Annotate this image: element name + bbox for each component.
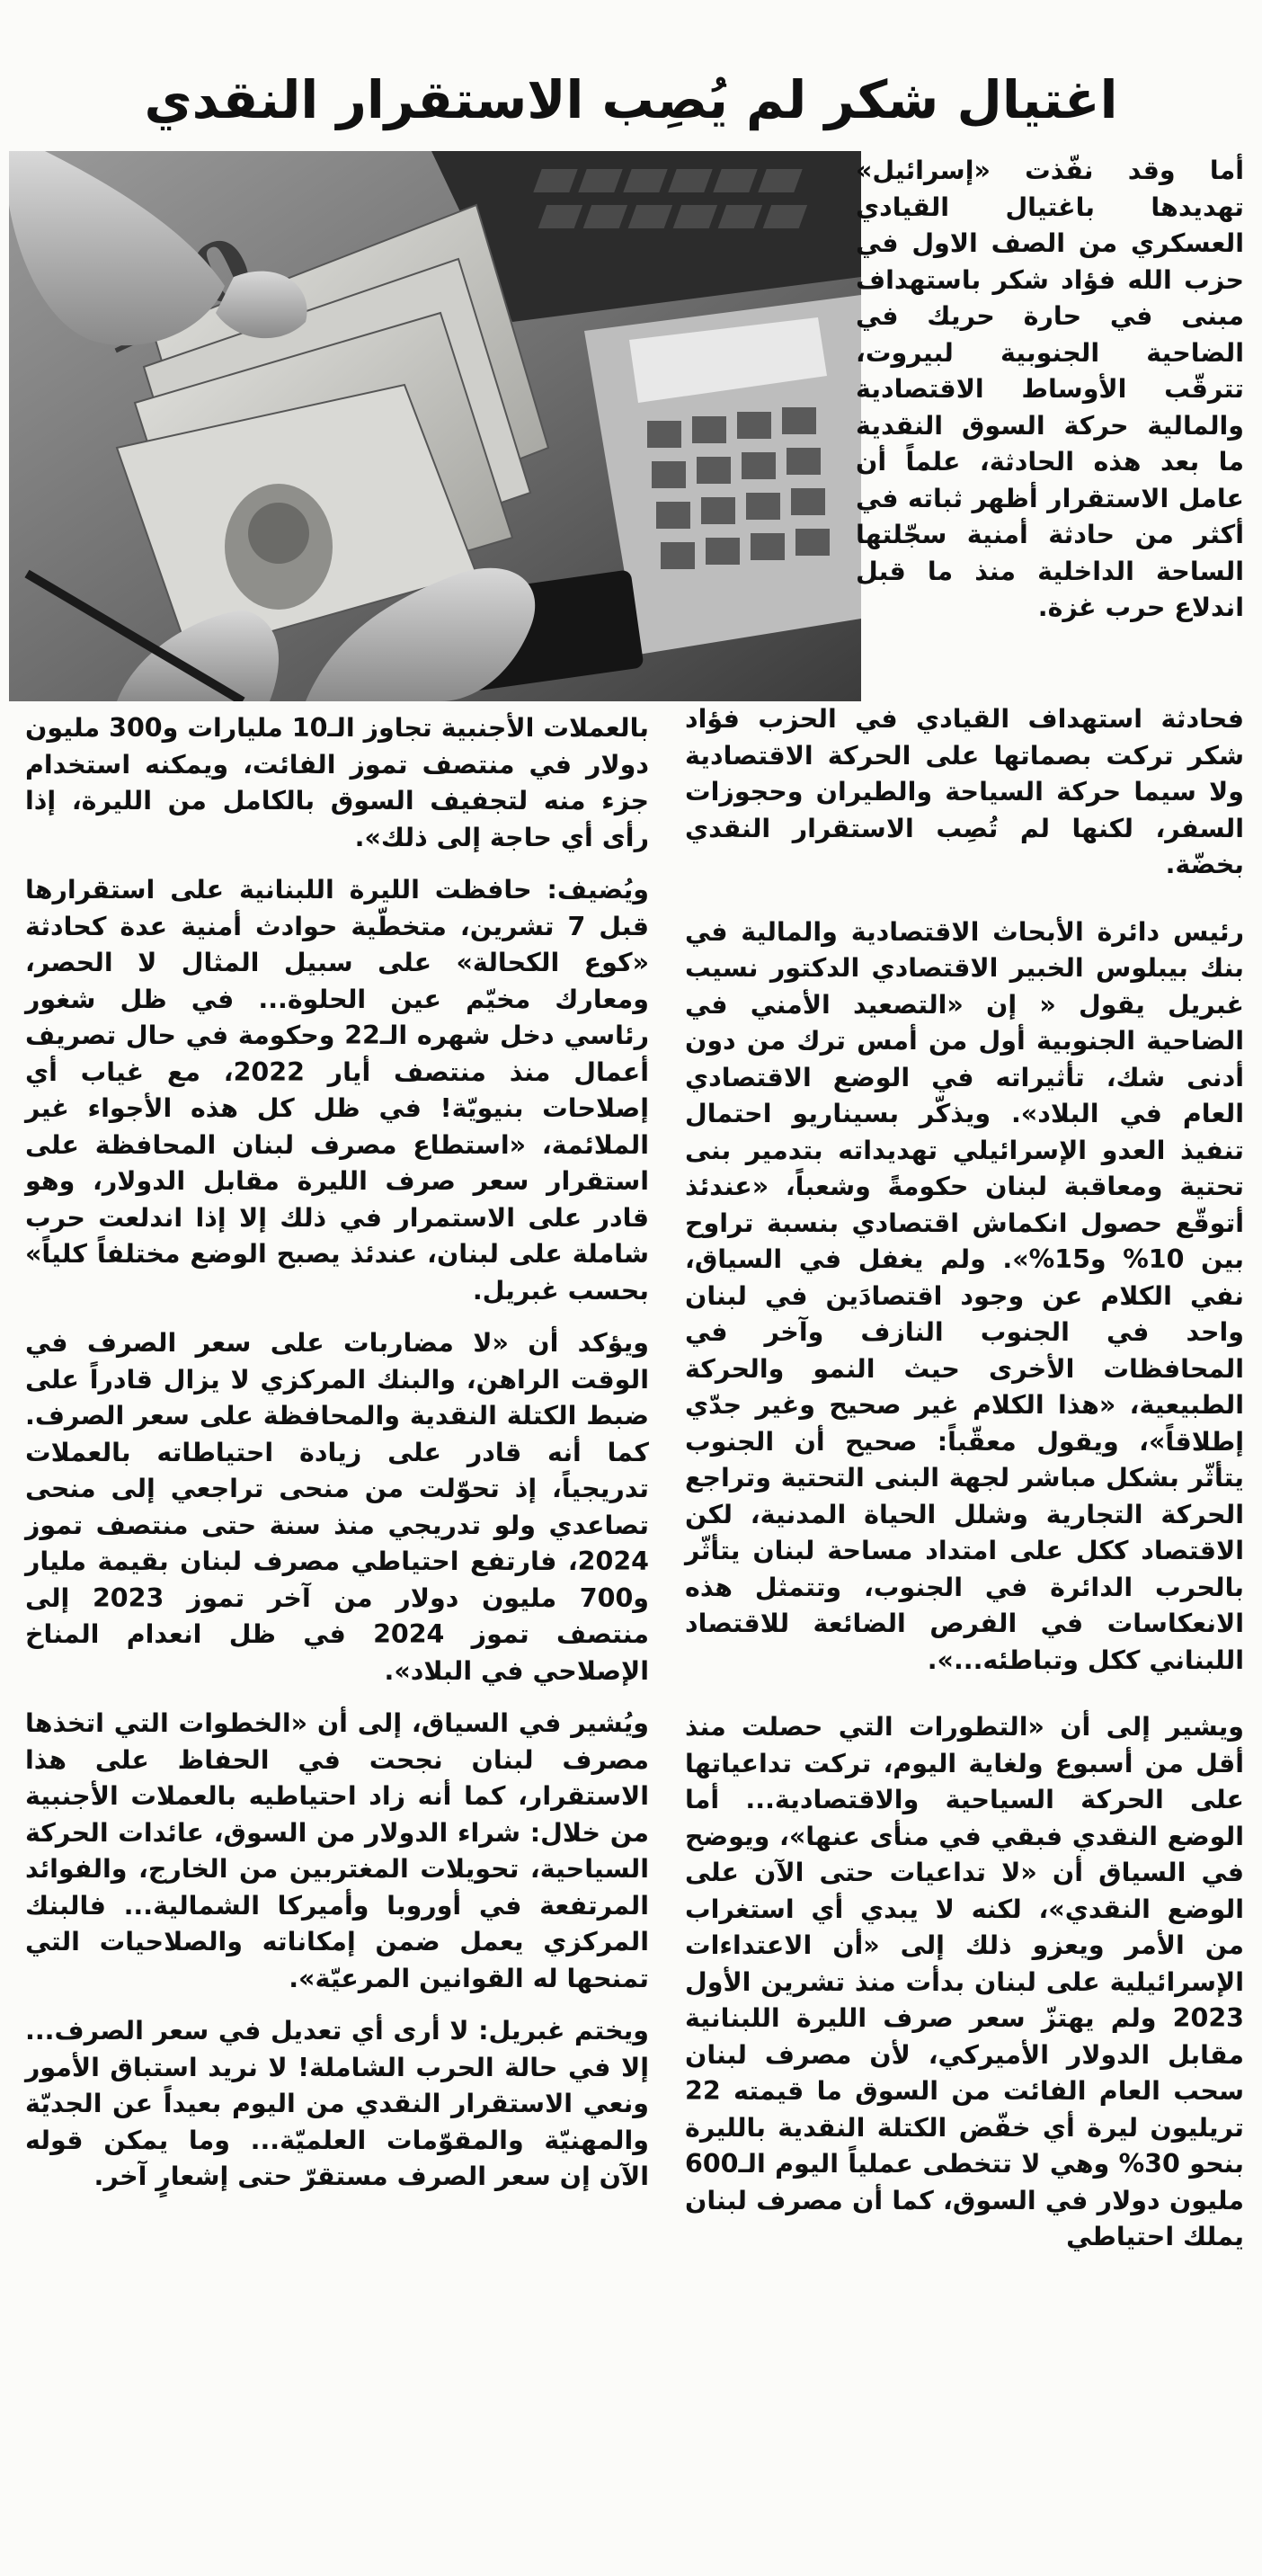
body-paragraph: ويؤكد أن «لا مضاربات على سعر الصرف في الوقت الراهن، والبنك المركزي لا يزال قادراً على ضبط الكتلة النقدية والمحافظة على سعر الصرف. كما أنه قادر على زيادة احتياطاته بالعملات تدريجياً، إذ تحوّلت من منحى تراجعي إلى منحى تصاعدي ولو تدريجي منذ سنة حتى منتصف تموز 2024، فارتفع احتياطي مصرف لبنان بقيمة مليار و700 مليون دولار من آخر تموز 2023 إلى منتصف تموز 2024 في ظل انعدام المناخ الإصلاحي في البلاد». <box>25 1328 649 1686</box>
left-column-body <box>25 710 649 2212</box>
body-paragraph: فحادثة استهداف القيادي في الحزب فؤاد شكر تركت بصماتها على الحركة الاقتصادية ولا سيما حركة السياحة والطيران وحجوزات السفر، لكنها لم تُصِب الاستقرار النقدي بخضّة. <box>685 704 1244 879</box>
intro-paragraph: أما وقد نفّذت «إسرائيل» تهديدها باغتيال القيادي العسكري من الصف الاول في حزب الله فؤاد شكر باستهداف مبنى في حارة حريك في الضاحية الجنوبية لبيروت، تترقّب الأوساط الاقتصادية والمالية حركة السوق النقدية ما بعد هذه الحادثة، علماً أن عامل الاستقرار أظهر ثباته في أكثر من حادثة أمنية سجّلتها الساحة الداخلية منذ ما قبل اندلاع حرب غزة. <box>856 156 1244 622</box>
right-column-intro <box>856 153 1244 643</box>
body-paragraph: رئيس دائرة الأبحاث الاقتصادية والمالية في بنك بيبلوس الخبير الاقتصادي الدكتور نسيب غبريل يقول « إن «التصعيد الأمني في الضاحية الجنوبية أول من أمس ترك من دون أدنى شك، تأثيراته في الوضع الاقتصادي العام في البلاد». ويذكّر بسيناريو احتمال تنفيذ العدو الإسرائيلي تهديداته بتدمير بنى تحتية ومعاقبة لبنان حكومةً وشعباً، «عندئذ أتوقّع حصول انكماش اقتصادي بنسبة تراوح بين 10% و15%». ولم يغفل في السياق، نفي الكلام عن وجود اقتصادَين في لبنان واحد في الجنوب النازف وآخر في المحافظات الأخرى حيث النمو والحركة الطبيعية، «هذا الكلام غير صحيح وغير جدّي إطلاقاً»، ويقول معقّباً: صحيح أن الجنوب يتأثّر بشكل مباشر لجهة البنى التحتية وتراجع الحركة التجارية وشلل الحياة المدنية، لكن الاقتصاد ككل على امتداد مساحة لبنان يتأثّر بالحرب الدائرة في الجنوب، وتتمثل هذه الانعكاسات في الفرص الضائعة للاقتصاد اللبناني ككل وتباطئه...». <box>685 916 1244 1675</box>
body-paragraph: ويُضيف: حافظت الليرة اللبنانية على استقرارها قبل 7 تشرين، متخطّية حوادث أمنية عدة كحادثة «كوع الكحالة» على سبيل المثال لا الحصر، ومعارك مخيّم عين الحلوة... في ظل شغور رئاسي دخل شهره الـ22 وحكومة في حال تصريف أعمال منذ منتصف أيار 2022، مع غياب أي إصلاحات بنيويّة! في ظل كل هذه الأجواء غير الملائمة، «استطاع مصرف لبنان المحافظة على استقرار سعر صرف الليرة مقابل الدولار، وهو قادر على الاستمرار في ذلك إلا إذا اندلعت حرب شاملة على لبنان، عندئذ يصبح الوضع مختلفاً كلياً» بحسب غبريل. <box>25 875 650 1306</box>
money-counting-photo <box>9 151 861 701</box>
body-paragraph: ويشير إلى أن «التطورات التي حصلت منذ أقل من أسبوع ولغاية اليوم، تركت تداعياتها على الحركة السياحية والاقتصادية... أما الوضع النقدي فبقي في منأى عنها»، ويوضح في السياق أن «لا تداعيات حتى الآن على الوضع النقدي»، لكنه لا يبدي أي استغراب من الأمر ويعزو ذلك إلى «أن الاعتداءات الإسرائيلية على لبنان بدأت منذ تشرين الأول 2023 ولم يهتزّ سعر صرف الليرة اللبنانية مقابل الدولار الأميركي، لأن مصرف لبنان سحب العام الفائت من السوق ما قيمته 22 تريليون ليرة أي خفّض الكتلة النقدية بالليرة بنحو 30% وهي لا تتخطى عملياً اليوم الـ600 مليون دولار في السوق، كما أن مصرف لبنان يملك احتياطي <box>685 1712 1244 2251</box>
banknotes-image <box>9 151 861 701</box>
body-paragraph: بالعملات الأجنبية تجاوز الـ10 مليارات و300 مليون دولار في منتصف تموز الفائت، ويمكنه استخدام جزء منه لتجفيف السوق بالكامل من الليرة، إذا رأى أي حاجة إلى ذلك». <box>25 713 649 852</box>
body-paragraph: ويُشير في السياق، إلى أن «الخطوات التي اتخذها مصرف لبنان نجحت في الحفاظ على هذا الاستقرار، كما أنه زاد احتياطيه بالعملات الأجنبية من خلال: شراء الدولار من السوق، عائدات الحركة السياحية، تحويلات المغتربين من الخارج، والفوائد المرتفعة في أوروبا وأميركا الشمالية... فالبنك المركزي يعمل ضمن إمكاناته والصلاحيات التي تمنحها له القوانين المرعيّة». <box>25 1708 649 1993</box>
article-headline: اغتيال شكر لم يُصِب الاستقرار النقدي <box>144 68 1118 130</box>
body-paragraph: ويختم غبريل: لا أرى أي تعديل في سعر الصرف... إلا في حالة الحرب الشاملة! لا نريد استباق الأمور ونعي الاستقرار النقدي من اليوم بعيداً عن الجديّة والمهنيّة والمقوّمات العلميّة... وما يمكن قوله الآن إن سعر الصرف مستقرّ حتى إشعارٍ آخر. <box>25 2016 649 2191</box>
right-column-body <box>685 701 1244 2272</box>
